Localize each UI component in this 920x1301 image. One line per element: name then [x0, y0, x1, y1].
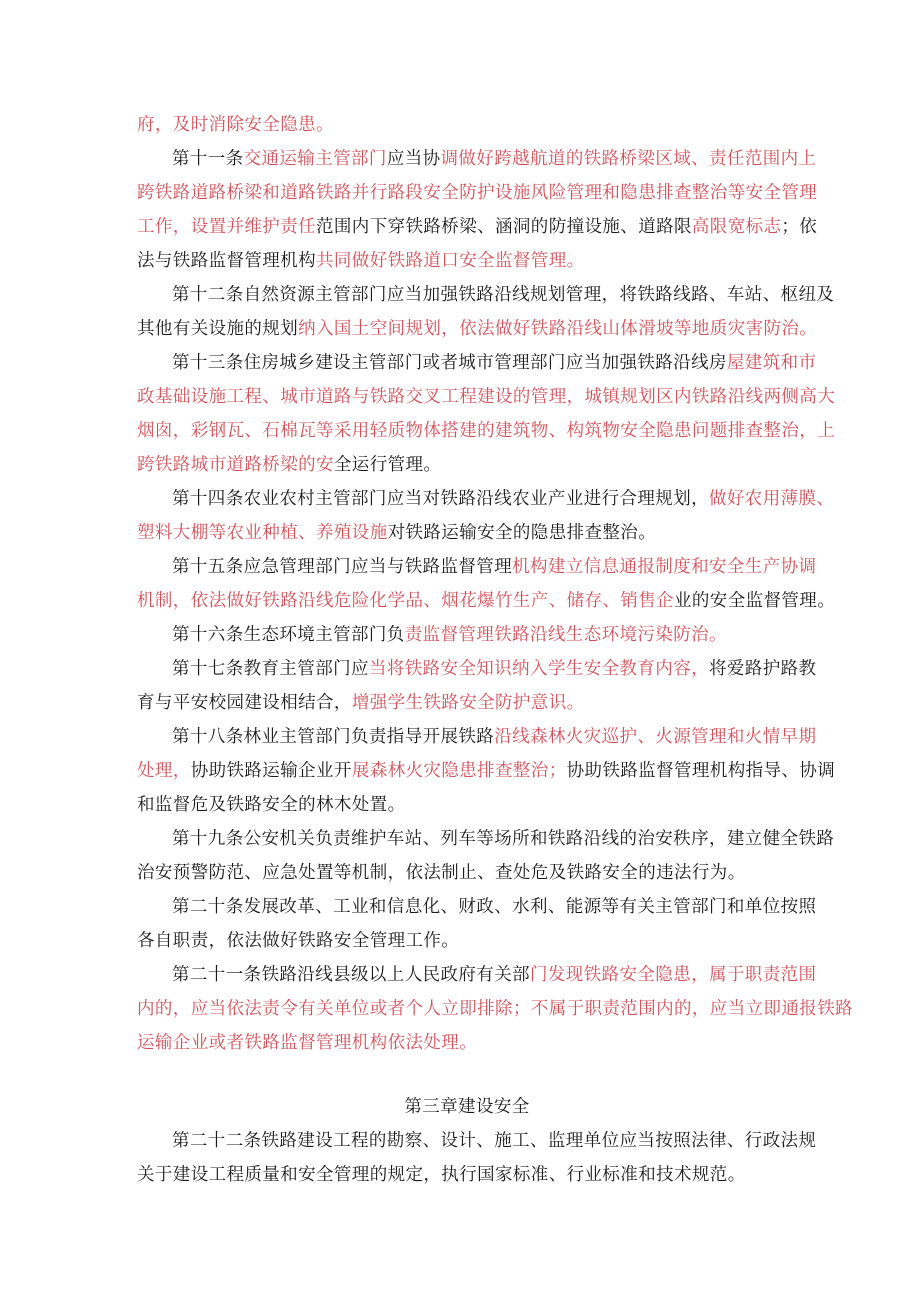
highlighted-text-segment: 运输企业或者铁路监督管理机构依法处理。	[137, 1033, 478, 1053]
text-segment: 协助铁路运输企业开	[190, 761, 352, 781]
document-body	[137, 108, 853, 1060]
highlighted-text-segment: 责监督管理铁路沿线生态环境污染防治。	[404, 625, 727, 645]
text-segment: 和监督危及铁路安全的林木处置。	[137, 795, 406, 815]
text-line	[137, 142, 817, 176]
text-segment: 第十一条	[172, 149, 244, 169]
highlighted-text-segment: 跨铁路城市道路桥梁的安	[137, 455, 334, 475]
highlighted-text-segment: 屋建筑和市	[726, 353, 817, 373]
text-segment: 范围内下穿铁路桥梁、涵洞的防撞设施、道路限	[316, 217, 692, 237]
highlighted-text-segment: 做好农用薄膜、	[709, 489, 835, 509]
highlighted-text-segment: 门发现铁路安全隐患，属于职责范围	[530, 965, 817, 985]
text-line	[137, 312, 818, 346]
text-segment: 第二十二条铁路建设工程的勘察、设计、施工、监理单位应当按照法律、行政法规	[172, 1131, 817, 1151]
highlighted-text-segment: 沿线森林火灾巡护、火源管理和火情早期	[494, 727, 817, 747]
text-line	[137, 652, 817, 686]
text-line	[137, 720, 817, 754]
text-segment: 法与铁路监督管理机构	[137, 251, 316, 271]
text-segment: 将爱路护路教	[709, 659, 817, 679]
highlighted-text-segment: 府，及时消除安全隐患。	[137, 115, 334, 135]
text-line	[137, 278, 835, 312]
text-line	[137, 788, 797, 822]
text-line	[137, 924, 797, 958]
chapter-gap	[137, 1060, 797, 1090]
highlighted-text-segment: 政基础设施工程、城市道路与铁路交叉工程建设的管理，城镇规划区内铁路沿线两侧高大	[137, 387, 836, 407]
text-line	[137, 516, 797, 550]
text-line	[137, 550, 817, 584]
highlighted-text-segment: 交通运输主管部门	[243, 149, 387, 169]
chapter-title: 第三章建设安全	[404, 1097, 530, 1117]
text-line	[137, 754, 836, 788]
highlighted-text-segment: 调做好跨越航道的铁路桥梁区域、责任范围内上	[440, 149, 817, 169]
text-segment: 第十九条公安机关负责维护车站、列车等场所和铁路沿线的治安秩序，建立健全铁路	[172, 829, 835, 849]
text-segment: 第十七条教育主管部门应	[172, 659, 369, 679]
text-line	[137, 482, 835, 516]
text-segment: 业的安全监督管理。	[674, 591, 836, 611]
text-segment: 其他有关设施的规划	[137, 319, 299, 339]
text-line	[137, 822, 835, 856]
text-line	[137, 584, 836, 618]
text-line	[137, 1158, 797, 1192]
text-segment: 第十三条住房城乡建设主管部门或者城市管理部门应当加强铁路沿线房	[172, 353, 727, 373]
document-page	[137, 108, 853, 1192]
text-line	[137, 686, 797, 720]
text-line	[137, 1124, 817, 1158]
text-line	[137, 958, 817, 992]
text-segment: 第十六条生态环境主管部门负	[172, 625, 405, 645]
text-segment: 第十四条农业农村主管部门应当对铁路沿线农业产业进行合理规划，	[172, 489, 709, 509]
document-body-continued	[137, 1124, 817, 1192]
highlighted-text-segment: 机制，依法做好铁路沿线危险化学品、烟花爆竹生产、储存、销售企	[137, 591, 674, 611]
text-segment: 应当协	[386, 149, 441, 169]
text-line	[137, 108, 797, 142]
highlighted-text-segment: 增强学生铁路安全防护意识。	[351, 693, 585, 713]
text-line	[137, 856, 797, 890]
text-segment: 第十二条自然资源主管部门应当加强铁路沿线规划管理，将铁路线路、车站、枢纽及	[172, 285, 835, 305]
text-segment: 第十五条应急管理部门应当与铁路监督管理	[172, 557, 513, 577]
highlighted-text-segment: 跨铁路道路桥梁和道路铁路并行路段安全防护设施风险管理和隐患排查整治等安全管理	[137, 183, 818, 203]
text-segment: 协助铁路监督管理机构指导、协调	[566, 761, 836, 781]
highlighted-text-segment: 烟囱，彩钢瓦、石棉瓦等采用轻质物体搭建的建筑物、构筑物安全隐患问题排查整治，上	[137, 421, 836, 441]
text-line	[137, 210, 818, 244]
text-line	[137, 618, 797, 652]
highlighted-text-segment: 纳入国土空间规划，依法做好铁路沿线山体滑坡等地质灾害防治。	[298, 319, 818, 339]
highlighted-text-segment: 当将铁路安全知识纳入学生安全教育内容，	[368, 659, 710, 679]
text-line	[137, 176, 818, 210]
text-segment: 第十八条林业主管部门负责指导开展铁路	[172, 727, 495, 747]
text-segment: 治安预警防范、应急处置等机制，依法制止、查处危及铁路安全的违法行为。	[137, 863, 746, 883]
text-line	[137, 244, 797, 278]
text-line	[137, 448, 797, 482]
text-line	[137, 992, 853, 1026]
highlighted-text-segment: 工作，设置并维护责任	[137, 217, 316, 237]
text-line	[137, 890, 817, 924]
highlighted-text-segment: 展森林火灾隐患排查整治；	[351, 761, 567, 781]
text-line	[137, 380, 836, 414]
text-segment: 育与平安校园建设相结合，	[137, 693, 352, 713]
text-line	[137, 414, 836, 448]
text-line	[137, 346, 817, 380]
text-segment: 全运行管理。	[333, 455, 442, 475]
highlighted-text-segment: 高限宽标志	[691, 217, 782, 237]
text-segment: 第二十条发展改革、工业和信息化、财政、水利、能源等有关主管部门和单位按照	[172, 897, 817, 917]
highlighted-text-segment: 处理，	[137, 761, 191, 781]
highlighted-text-segment: 共同做好铁路道口安全监督管理。	[316, 251, 585, 271]
text-line	[137, 1026, 797, 1060]
text-segment: 关于建设工程质量和安全管理的规定，执行国家标准、行业标准和技术规范。	[137, 1165, 746, 1185]
text-segment: ；依	[781, 217, 818, 237]
highlighted-text-segment: 内的，应当依法责令有关单位或者个人立即排除；不属于职责范围内的，应当立即通报铁路	[137, 999, 853, 1019]
highlighted-text-segment: 塑料大棚等农业种植、养殖设施	[137, 523, 388, 543]
highlighted-text-segment: 机构建立信息通报制度和安全生产协调	[512, 557, 817, 577]
text-segment: 第二十一条铁路沿线县级以上人民政府有关部	[172, 965, 530, 985]
text-segment: 对铁路运输安全的隐患排查整治。	[387, 523, 657, 543]
text-segment: 各自职责，依法做好铁路安全管理工作。	[137, 931, 460, 951]
